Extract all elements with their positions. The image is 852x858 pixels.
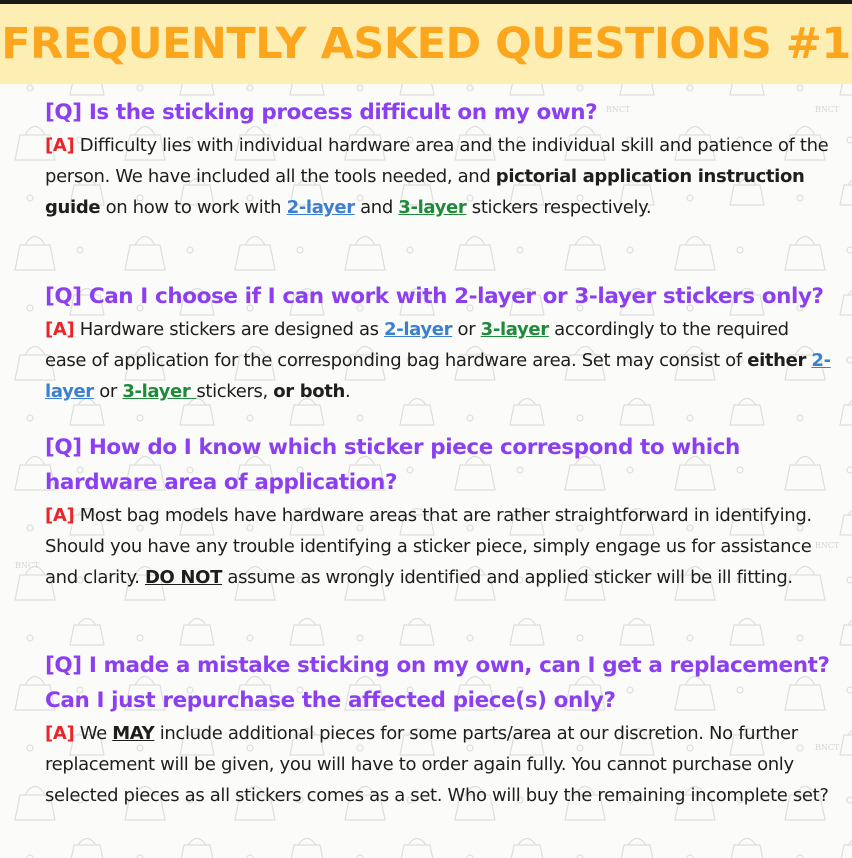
answer-tag: [A] — [45, 135, 75, 156]
answer-bold-underline: MAY — [112, 723, 155, 744]
two-layer-link[interactable]: 2-layer — [45, 350, 831, 402]
answer-text: accordingly to the required ease of application for the corresponding bag hardware area. Set may consist of — [45, 319, 789, 371]
answer-text: We — [79, 723, 113, 744]
answer-tag: [A] — [45, 723, 75, 744]
two-layer-link[interactable]: 2-layer — [384, 319, 453, 340]
faq-item — [45, 279, 835, 407]
watermark-text: BNCT — [606, 105, 631, 114]
faq-answer — [45, 718, 835, 811]
three-layer-link[interactable]: 3-layer — [122, 381, 197, 402]
answer-tag: [A] — [45, 319, 75, 340]
answer-text: on how to work with — [100, 197, 287, 218]
watermark-text: BNCT — [15, 561, 40, 570]
watermark-text: BNCT — [815, 105, 840, 114]
header-banner — [0, 4, 852, 84]
answer-text: Hardware stickers are designed as — [79, 319, 385, 340]
faq-question: [Q] I made a mistake sticking on my own, can I get a replacement? Can I just repurchase the affected piece(s) only? — [45, 653, 830, 713]
answer-text: or — [452, 319, 481, 340]
faq-question: [Q] Is the sticking process difficult on my own? — [45, 100, 598, 125]
faq-item — [45, 648, 835, 811]
answer-text: . — [345, 381, 351, 402]
answer-bold-underline: DO NOT — [144, 567, 223, 588]
answer-text: include additional pieces for some parts/area at our discretion. No further replacement will be given, you will have to order again fully. You cannot purchase only selected pieces as all stickers comes as a set. Who will buy the remaining incomplete set? — [45, 723, 829, 806]
answer-text: stickers, — [196, 381, 274, 402]
watermark-text: BNCT — [815, 743, 840, 752]
faq-answer — [45, 314, 835, 407]
faq-answer — [45, 130, 835, 223]
faq-item — [45, 430, 835, 593]
faq-question: [Q] How do I know which sticker piece correspond to which hardware area of application? — [45, 435, 740, 495]
answer-bold: either — [747, 350, 807, 371]
faq-question: [Q] Can I choose if I can work with 2-layer or 3-layer stickers only? — [45, 284, 824, 309]
three-layer-link[interactable]: 3-layer — [398, 197, 467, 218]
watermark-text: BNCT — [815, 541, 840, 550]
faq-answer — [45, 500, 835, 593]
answer-text: Most bag models have hardware areas that are rather straightforward in identifying. Should you have any trouble identifying a sticker piece, simply engage us for assistance and clarity. — [45, 505, 812, 588]
answer-text: stickers respectively. — [466, 197, 652, 218]
answer-bold: pictorial application instruction guide — [45, 166, 805, 218]
answer-text: and — [354, 197, 399, 218]
two-layer-link[interactable]: 2-layer — [286, 197, 355, 218]
answer-bold: or both — [273, 381, 346, 402]
faq-item — [45, 95, 835, 223]
three-layer-link[interactable]: 3-layer — [480, 319, 549, 340]
answer-text: or — [93, 381, 123, 402]
answer-text: assume as wrongly identified and applied sticker will be ill fitting. — [222, 567, 793, 588]
answer-text: Difficulty lies with individual hardware area and the individual skill and patience of the person. We have included all the tools needed, and — [45, 135, 829, 187]
answer-tag: [A] — [45, 505, 75, 526]
page-title: FREQUENTLY ASKED QUESTIONS #1 — [1, 19, 851, 69]
